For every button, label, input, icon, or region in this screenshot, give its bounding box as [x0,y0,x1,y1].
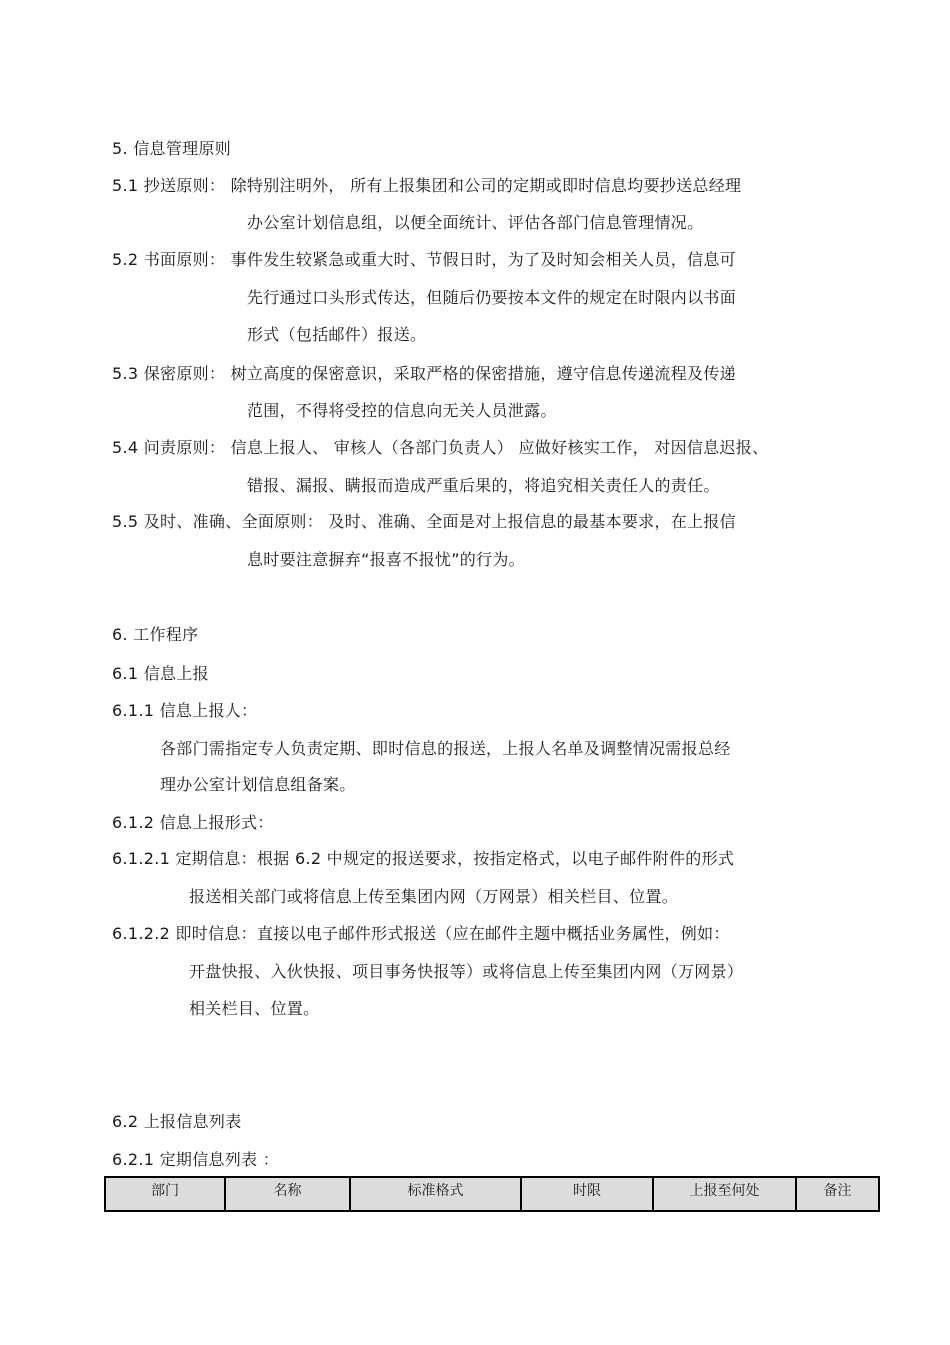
periodic-info-table [104,1176,880,1212]
rule-5-2-line2: 先行通过口头形式传达，但随后仍要按本文件的规定在时限内以书面 [247,288,737,307]
section-6-1-1-heading: 6.1.1 信息上报人： [112,701,258,720]
section-6-1-2-1-line1: 6.1.2.1 定期信息：根据 6.2 中规定的报送要求，按指定格式，以电子邮件附件的形式 [112,849,735,868]
rule-5-1-line2: 办公室计划信息组，以便全面统计、评估各部门信息管理情况。 [247,213,704,232]
section-6-1-2-2-line1: 6.1.2.2 即时信息：直接以电子邮件形式报送（应在邮件主题中概括业务属性，例如： [112,924,730,943]
col-header-deadline: 时限 [521,1177,653,1211]
rule-5-2-line3: 形式（包括邮件）报送。 [247,325,427,344]
col-header-department: 部门 [105,1177,225,1211]
rule-5-4-line1: 5.4 问责原则： 信息上报人、 审核人（各部门负责人） 应做好核实工作， 对因信息迟报、 [112,438,769,457]
rule-5-4-line2: 错报、漏报、瞒报而造成严重后果的，将追究相关责任人的责任。 [247,476,720,495]
col-header-name: 名称 [225,1177,350,1211]
section-6-2-heading: 6.2 上报信息列表 [112,1112,242,1131]
col-header-standard-format: 标准格式 [350,1177,521,1211]
table-header-row [105,1177,879,1211]
section-6-2-1-heading: 6.2.1 定期信息列表 ： [112,1150,280,1169]
section-6-1-heading: 6.1 信息上报 [112,664,209,683]
section-6-1-2-2-line2: 开盘快报、入伙快报、项目事务快报等）或将信息上传至集团内网（万网景） [189,962,744,981]
section-5-heading: 5. 信息管理原则 [112,139,232,158]
section-6-1-2-heading: 6.1.2 信息上报形式： [112,813,274,832]
col-header-report-to: 上报至何处 [653,1177,796,1211]
section-6-1-1-line2: 理办公室计划信息组备案。 [160,775,356,794]
rule-5-2-line1: 5.2 书面原则： 事件发生较紧急或重大时、节假日时，为了及时知会相关人员，信息可 [112,250,736,269]
section-6-1-1-line1: 各部门需指定专人负责定期、即时信息的报送，上报人名单及调整情况需报总经 [160,739,731,758]
col-header-remarks: 备注 [796,1177,879,1211]
section-6-1-2-1-line2: 报送相关部门或将信息上传至集团内网（万网景）相关栏目、位置。 [189,887,679,906]
section-6-heading: 6. 工作程序 [112,625,199,644]
rule-5-5-line1: 5.5 及时、准确、全面原则： 及时、准确、全面是对上报信息的最基本要求，在上报信 [112,512,736,531]
rule-5-1-line1: 5.1 抄送原则： 除特别注明外， 所有上报集团和公司的定期或即时信息均要抄送总经理 [112,176,742,195]
section-6-1-2-2-line3: 相关栏目、位置。 [189,999,320,1018]
rule-5-5-line2: 息时要注意摒弃“报喜不报忧”的行为。 [247,550,525,569]
rule-5-3-line2: 范围，不得将受控的信息向无关人员泄露。 [247,401,557,420]
rule-5-3-line1: 5.3 保密原则： 树立高度的保密意识，采取严格的保密措施，遵守信息传递流程及传递 [112,364,736,383]
